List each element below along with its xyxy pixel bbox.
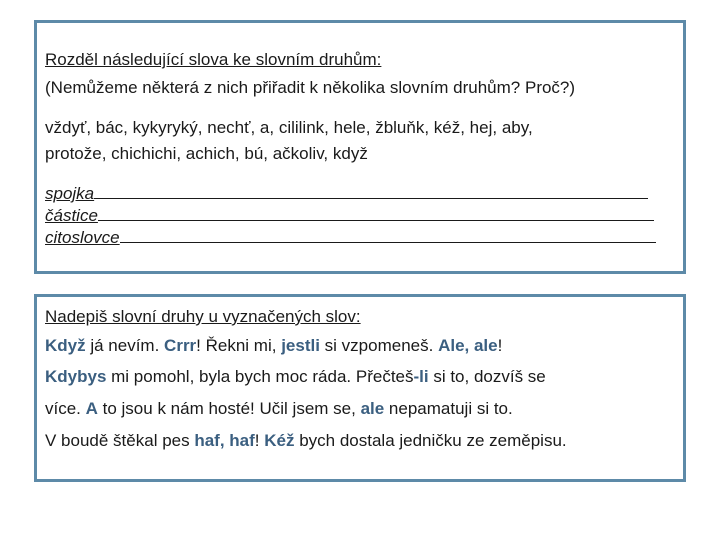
task2-sentence-line2: Kdybys mi pomohl, byla bych moc ráda. Přečteš-li si to, dozvíš se (45, 367, 546, 386)
marked-word: A (85, 399, 98, 418)
task2-sentence-line1: Když já nevím. Crrr! Řekni mi, jestli si vzpomeneš. Ale, ale! (45, 336, 503, 355)
task1-box (34, 20, 686, 274)
task1-words-line1: vždyť, bác, kykyryký, nechť, a, cililink, hele, žbluňk, kéž, hej, aby, (45, 118, 533, 137)
category-row-castice (45, 205, 654, 227)
marked-word: Kdybys (45, 367, 107, 386)
answer-blank-spojka[interactable] (94, 183, 648, 199)
category-row-spojka (45, 183, 648, 205)
task2-heading: Nadepiš slovní druhy u vyznačených slov: (45, 307, 361, 326)
marked-word: ale (360, 399, 385, 418)
task2-sentence-line4: V boudě štěkal pes haf, haf! Kéž bych dostala jedničku ze zeměpisu. (45, 431, 567, 450)
marked-word: Když (45, 336, 86, 355)
marked-word: jestli (281, 336, 320, 355)
marked-word: Crrr (164, 336, 197, 355)
task2-box (34, 294, 686, 482)
marked-word: -li (413, 367, 429, 386)
task2-sentence-line3: více. A to jsou k nám hosté! Učil jsem se, ale nepamatuji si to. (45, 399, 513, 418)
task1-words-line2: protože, chichichi, achich, bú, ačkoliv, když (45, 144, 368, 163)
answer-blank-citoslovce[interactable] (120, 227, 656, 243)
task1-heading: Rozděl následující slova ke slovním druhům: (45, 50, 382, 69)
category-label-spojka: spojka (45, 184, 95, 203)
marked-word: Kéž (264, 431, 295, 450)
category-row-citoslovce (45, 227, 656, 249)
category-label-citoslovce: citoslovce (45, 228, 120, 247)
answer-blank-castice[interactable] (98, 205, 654, 221)
marked-word: haf, haf (194, 431, 255, 450)
marked-word: Ale, ale (438, 336, 498, 355)
category-label-castice: částice (45, 206, 98, 225)
task1-question: (Nemůžeme některá z nich přiřadit k několika slovním druhům? Proč?) (45, 78, 576, 97)
